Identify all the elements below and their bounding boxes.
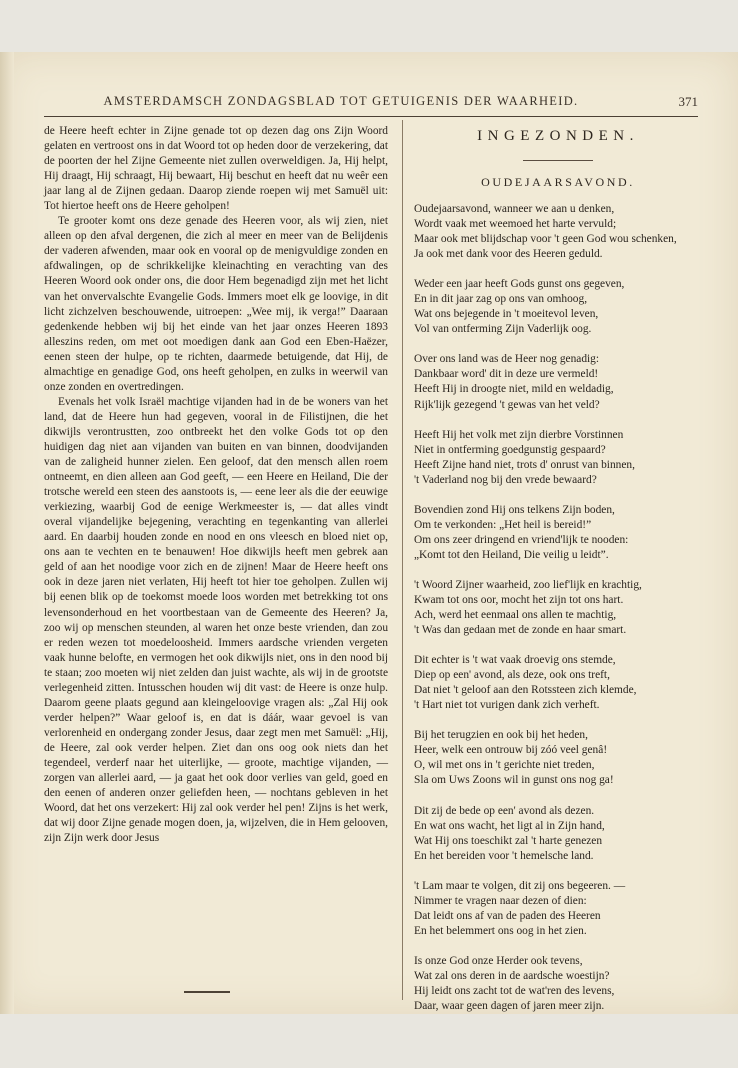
text-line: in het Woord, dat het ons verzekert: Hij zal ook verder hel [44,787,388,815]
stanza [414,954,702,1014]
verse-line: Vol van ontferming Zijn Vaderlijk oog. [414,323,592,336]
text-line: schrikkelijke kleinachting en verachting van des Heeren Woord [44,260,388,288]
text-line: van het onvervalschte Evangelie Gods. Immers moet elk ge [44,290,320,303]
verse-line: En het belemmert ons oog in het zien. [414,924,587,937]
text-line: die der eeuwige verkiezing, waarbij God de eenige Werkmeester [44,486,388,514]
text-line: dan juist wachte, als wij in de grootste verlegenheid zitten. [44,666,388,694]
text-line: toe geholpen. Zullen wij bij eenen blik op de toekomst moede [44,576,388,604]
text-line: in de Filistijnen, die het dikwijls verontrustten, zoo ontbreekt [44,410,388,438]
verse-line: Hij leidt ons zacht tot de wat'ren des levens, [414,984,615,997]
stanza [414,503,702,563]
text-line: is, — dat alles vindt overal vijandelijke bejegening, verachting [44,501,388,529]
text-line: zegt men met Samuël: „Hij, de Heere, zal ook verder [44,726,388,754]
text-line: Een geloof, dat den mensch allen roem ontneemt, en dien [44,456,388,484]
verse-line: Ach, werd het eenmaal ons allen te machtig, [414,609,617,622]
text-line: loovige, in dit licht zichzelven beschouwende, uitroepen: „Wee [44,290,388,318]
verse-line: En in dit jaar zag op ons van omhoog, [414,293,588,306]
text-line: voortbestaan van de Gemeente des Heeren? Ja, zoo wij op [44,606,388,634]
text-line: zou er reden wezen tot moedeloosheid. Immers aardsche vrienden [44,621,389,649]
text-line: en tegenkanting van allerlei aard. En daarbij houden zonde [44,516,388,544]
verse-line: 't Vaderland nog bij den vrede bewaard? [414,473,597,486]
verse-line: Om ons zeer dringend en vriend'lijk te nooden: [414,533,629,546]
stanza [414,352,702,412]
text-line: of aan het noodige voor zich en de zijnen! Maar de Heere [67,561,346,574]
text-line: zien, niet alleen op den afval dergenen, die zich al meer en [44,215,388,243]
page-number: 371 [678,94,698,109]
section-title: INGEZONDEN. [477,128,639,144]
verse-line: Heer, welk een ontrouw bij zóó veel genâ! [414,744,608,757]
article-end-rule [184,991,230,993]
verse-line: Oudejaarsavond, wanneer we aan u denken, [414,203,615,215]
text-line: allerlei aard, — ja gaat het ook door verlies van geld, goed en den [44,772,388,800]
verse-line: 't Lam maar te volgen, dit zij ons begeeren. — [414,879,626,892]
stanza [414,879,702,939]
poem-title: OUDEJAARSAVOND. [481,175,635,189]
text-line: niet, ons in den nood bij te staan; zoo moeten wij niet zelden [44,651,388,679]
stanza [414,804,702,864]
stanza [414,578,702,638]
column-divider [402,120,403,1000]
paragraph-3 [44,395,388,846]
text-line: niet zullen overweldigen. Ja, Hij helpt, Hij draagt, Hij [44,155,388,183]
text-line: Te grooter komt ons deze genade des Heeren voor, als wij [58,215,345,228]
right-column-poem [414,124,702,1014]
newspaper-page [0,52,738,1014]
text-line: loos worden met betrekking tot ons levensonderhoud en het [44,591,388,619]
page-spine-shadow [0,52,14,1014]
verse-line: 't Was dan gedaan met de zonde en haar smart. [414,624,627,637]
text-line: pen! Zijns is het werk, dat wij door Zijne genade mogen doen, [44,802,388,830]
text-line: en te benauwen! Hoe dikwijls heeft men gebrek aan geld [44,546,388,574]
verse-line: En wat ons wacht, het ligt al in Zijn hand, [414,819,605,832]
text-line: de Heere heeft echter in Zijne genade tot op dezen dag ons [44,125,334,137]
stanza [414,428,702,488]
text-line: menschen steunden, al waren het onze beste vrienden, dan [96,621,372,634]
verse-line: 't Woord Zijner waarheid, zoo lief'lijk en krachtig, [414,578,642,591]
verse-line: Dankbaar word' dit in deze ure vermeld! [414,368,599,381]
text-line: woners van het land, dat de Heere hun had gegeven, vooral [44,395,388,423]
header-rule [44,116,698,117]
text-line: Zijn Woord gelaten en vertroost ons in dat Woord tot op heden [44,125,389,153]
text-line: helpen. Ziet dan ons oog ook niets dan het tegendeel, verderf [44,741,388,769]
text-line: Intusschen houden wij dit vast: de Heere is onze hulp. [137,681,389,694]
verse-line: Dat leidt ons af van de paden des Heeren [414,909,601,922]
text-line: schraagt, Hij bewaart, Hij beschut en heeft dat nu weêr een [114,170,388,183]
verse-line: Weder een jaar heeft Gods gunst ons gegeven, [414,278,625,291]
text-line: buiten en van binnen, doodvijanden van de zaligheid hunner zielen. [44,440,388,469]
verse-line: Heeft Hij het volk met zijn dierbre Vorstinnen [414,428,624,441]
text-line: Samuël uit: Tot hiertoe heeft ons de Heere geholpen! [44,185,388,213]
text-line: en nood en ons vleesch en bloed niet op, ons aan te vechten [44,531,388,559]
verse-line: 't Hart niet tot vurigen dank zich verheft. [414,699,600,712]
verse-line: Wat Hij ons toeschikt zal 't harte genezen [414,834,603,847]
verse-line: Heeft Hij in droogte niet, mild en weldadig, [414,383,614,396]
text-line: vergeten vaak hunne belofte, en vermogen het ook dikwijls [44,636,388,664]
text-line: heeft ons ook in deze jaren niet verlaten, Hij heeft tot hier [44,561,388,589]
text-line: gevoel is van verlorenheid en ondergang zonder Jesus, daar [44,711,388,739]
verse-line: Rijk'lijk gezegend 't gewas van het veld? [414,398,600,411]
verse-line: Diep op een' avond, als deze, ook ons treft, [414,669,610,682]
verse-line: Heeft Zijne hand niet, trots d' onrust van binnen, [414,458,635,471]
text-line: en genadige God, ons heeft geholpen, en zulks in weerwil van [97,365,388,378]
verse-line: Nimmer te vragen naar dezen of dien: [414,894,587,907]
page-header [44,94,698,118]
text-line: meer van de Belijdenis der vaderen afwenden, maar ook en [44,230,388,258]
stanza [414,728,702,788]
text-line: van het jaar onzes Heeren 1893 alleszins reden, om met oot [44,320,388,348]
text-line: naar het uiterlijke, — groote, machtige vijanden, — zorgen van [44,756,388,785]
paragraph-2 [44,214,388,395]
verse-line: Dit zij de bede op een' avond als dezen. [414,804,595,817]
verse-line: Daar, waar geen dagen of jaren meer zijn. [414,1000,605,1013]
text-line: moedigen dank aan God een Eben-Haëzer, eenen steen der [44,335,388,363]
text-line: trotsche wereld een steen des aanstoots is, — eene leer als [44,486,316,499]
verse-line: Kwam tot ons oor, mocht het zijn tot ons hart. [414,593,624,606]
stanza [414,653,702,713]
section-title-rule [523,160,593,161]
verse-line: Is onze God onze Herder ook tevens, [414,954,583,967]
text-line: mij, ik verga!” Daaraan gedenkende hebben wij bij het einde [44,305,388,333]
text-line: door de verzekering, dat de poorten der hel Zijne Gemeente [44,140,388,168]
verse-line: Dat niet 't geloof aan den Rotssteen zich klemde, [414,684,637,697]
text-line: „Zal Hij ook verder helpen?” Waar geloof is, en dat is dáár, waar [44,696,388,724]
verse-line: Over ons land was de Heer nog genadig: [414,353,600,366]
verse-line: „Komt tot den Heiland, Die veilig u leidt”. [414,548,609,561]
verse-line: En het bereiden voor 't hemelsche land. [414,849,594,862]
verse-line: Bovendien zond Hij ons telkens Zijn boden, [414,503,615,516]
left-column-article [44,124,388,846]
text-line: jaar lang al de Zijnen gedaan. Daarop ziende roepen wij met [44,185,335,198]
verse-line: O, wil met ons in 't gerichte niet treden, [414,759,595,772]
verse-line: Sla om Uws Zoons wil in gunst ons nog ga! [414,774,614,787]
text-line: eenen of anderen onzer geliefden heen, — nochtans gebleven [64,787,361,800]
stanza [414,202,702,262]
verse-line: Wat ons bejegende in 't moeitevol leven, [414,308,599,321]
verse-line: Maar ook met blijdschap voor 't geen God wou schenken, [414,233,677,246]
text-line: het den volke Gods tot op den huidigen dag niet aan vijanden van [44,425,388,453]
verse-line: Wordt vaak met weemoed het harte vervuld; [414,218,617,231]
paragraph-1 [44,124,388,214]
text-line: ook onder ons, die door Hem begenadigd zijn met het licht [114,275,388,288]
verse-line: Bij het terugzien en ook bij het heden, [414,729,588,742]
verse-line: Wat zal ons deren in de aardsche woestijn? [414,969,610,982]
verse-line: Niet in ontferming goedgunstig gespaard? [414,443,606,456]
text-line: ja, wijzelven, die in Hem gelooven, zijn Zijn werk door Jesus [44,817,388,845]
verse-line: Om te verkonden: „Het heil is bereid!” [414,518,592,531]
verse-line: Dit echter is 't wat vaak droevig ons stemde, [414,654,616,667]
text-line: Daarom geene plaats gegund aan kleingeloovige vragen als: [44,696,329,709]
text-line: Evenals het volk Israël machtige vijanden had in de be [58,395,314,408]
text-line: alleen aan God geeft, — een Heere en Heiland, Die der [130,471,388,484]
stanza [414,277,702,337]
verse-line: Ja ook met dank voor des Heeren geduld. [414,248,603,261]
running-head: AMSTERDAMSCH ZONDAGSBLAD TOT GETUIGENIS DER WAARHEID. [103,94,579,108]
text-line: hulpe, op te richten, daarmede betuigende, dat Hij, de almachtige [44,350,388,378]
text-line: vooral op de menigvuldige zonden en afdwalingen, op de [44,245,388,273]
text-line: onze zonden en overtredingen. [44,380,184,393]
